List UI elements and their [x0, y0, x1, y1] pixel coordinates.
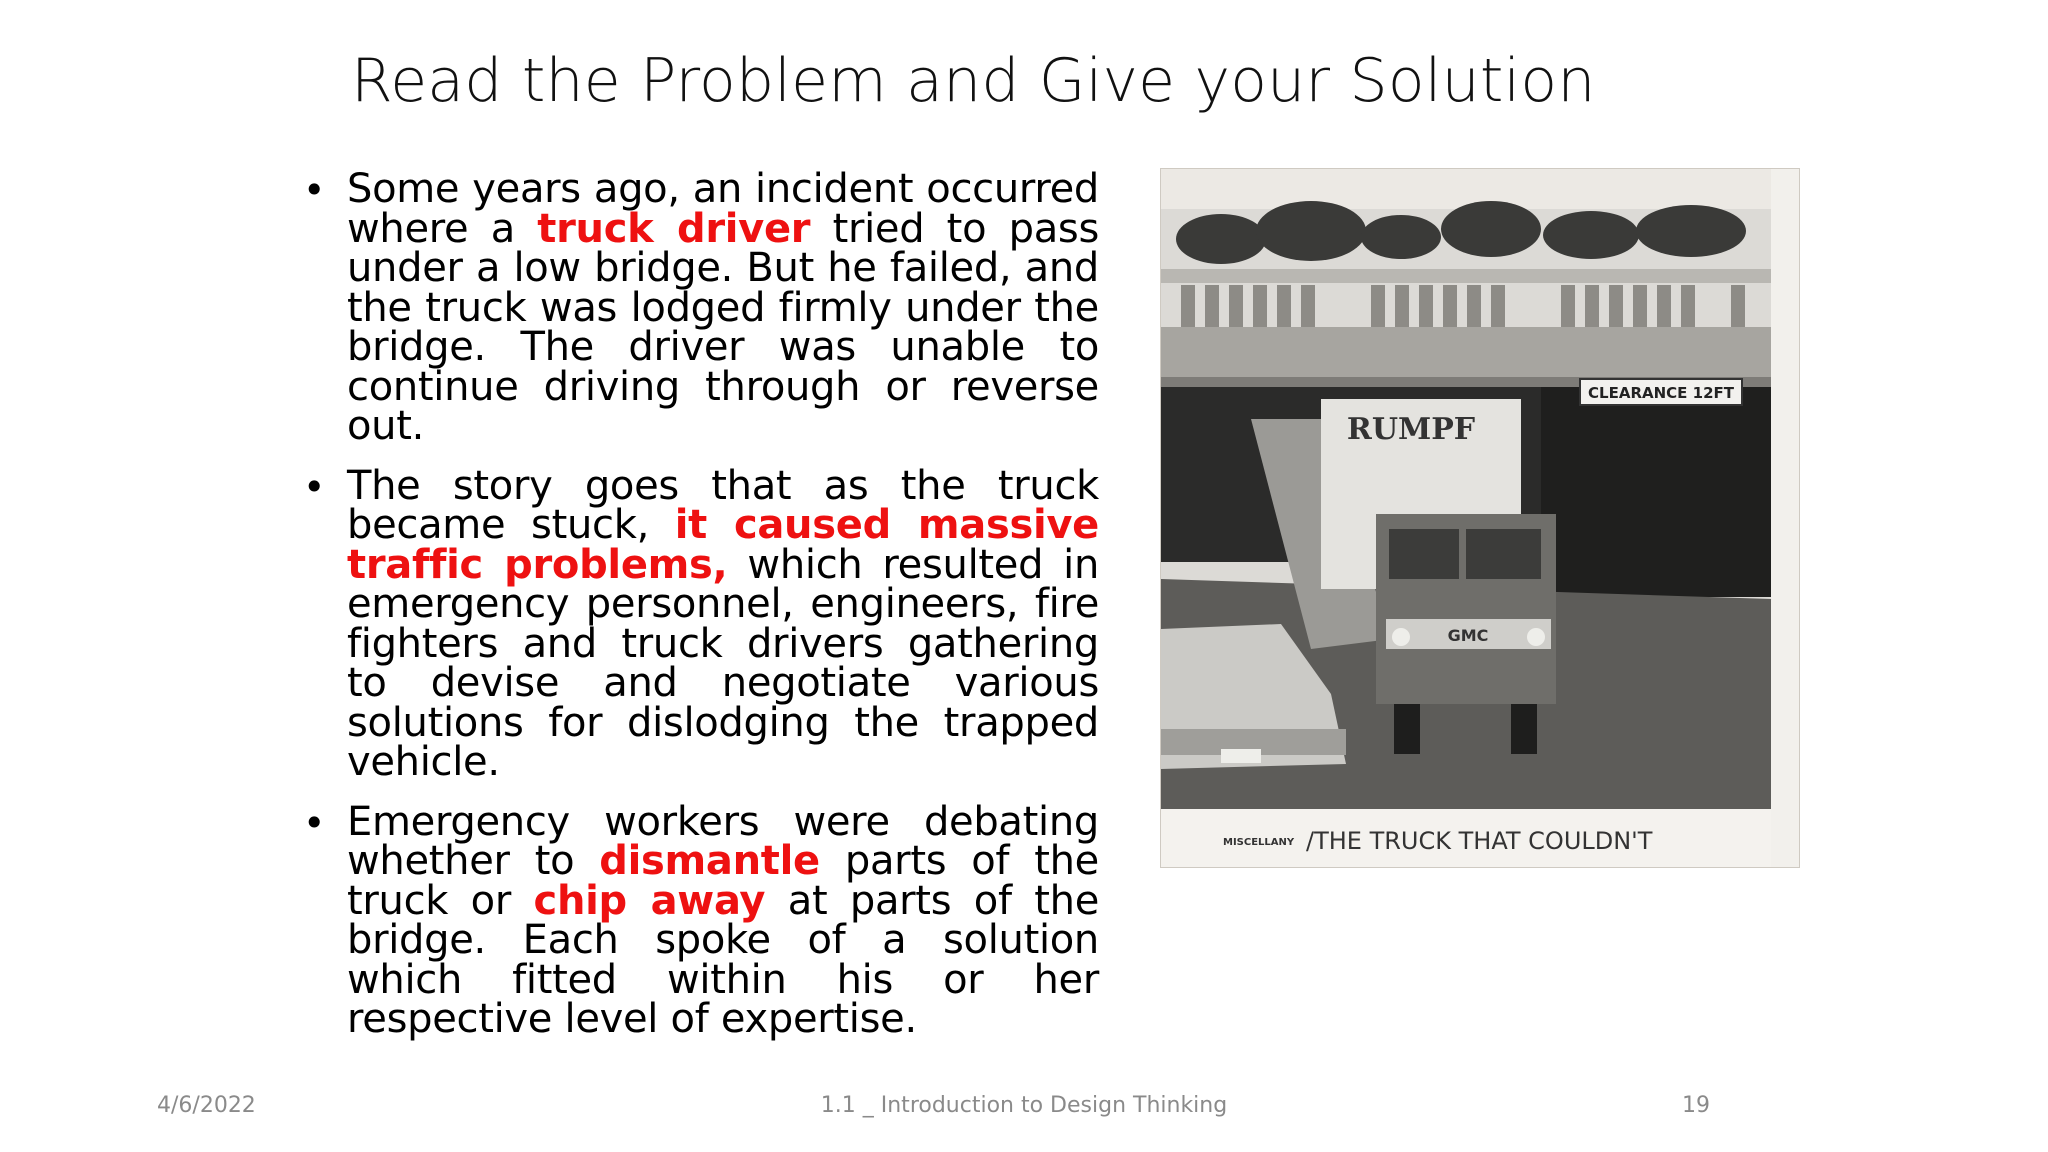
truck-under-bridge-photo	[1160, 168, 1800, 868]
text-segment: which resulted in emergency personnel, engineers, fire fighters and truck drivers gathering to devise and negotiate various solutions for dislodging the trapped vehicle.	[347, 541, 1100, 785]
bullet-dot-icon: •	[303, 168, 326, 212]
footer-date: 4/6/2022	[157, 1093, 256, 1118]
bullet-item	[303, 798, 1100, 1042]
highlight-chip-away: chip away	[533, 877, 766, 924]
highlight-truck-driver: truck driver	[537, 205, 811, 252]
grille-text: GMC	[1447, 626, 1489, 645]
footer-course-title: 1.1 _ Introduction to Design Thinking	[820, 1093, 1228, 1118]
text-segment: Some years ago, an incident occurred where a	[347, 166, 1099, 252]
text-segment: parts of the truck or	[347, 838, 1099, 924]
bullet-list	[303, 166, 1100, 1060]
bullet-text	[347, 166, 1099, 449]
caption-small: MISCELLANY	[1223, 837, 1295, 848]
text-segment: The story goes that as the truck became stuck,	[347, 462, 1099, 548]
bullet-item	[303, 462, 1100, 785]
bullet-dot-icon: •	[303, 464, 326, 509]
bullet-dot-icon: •	[303, 800, 326, 845]
slide-title: Read the Problem and Give your Solution	[351, 46, 1596, 116]
bullet-item	[303, 166, 1099, 449]
highlight-dismantle: dismantle	[599, 838, 820, 884]
bullet-text	[347, 798, 1100, 1042]
highlight-traffic-problems: it caused massive traffic problems,	[347, 502, 1099, 588]
footer-page-number: 19	[1682, 1093, 1710, 1118]
text-segment: at parts of the bridge. Each spoke of a solution which fitted within his or her respective level of expertise.	[347, 877, 1100, 1042]
trailer-logo: RUMPF	[1346, 412, 1476, 447]
bullet-text	[347, 462, 1100, 785]
photo-caption: /THE TRUCK THAT COULDN'T	[1306, 827, 1653, 855]
clearance-sign: CLEARANCE 12FT	[1588, 384, 1734, 402]
text-segment: Emergency workers were debating whether to	[347, 798, 1099, 884]
text-segment: tried to pass under a low bridge. But he failed, and the truck was lodged firmly under the bridge. The driver was unable to continue driving through or reverse out.	[347, 205, 1099, 449]
